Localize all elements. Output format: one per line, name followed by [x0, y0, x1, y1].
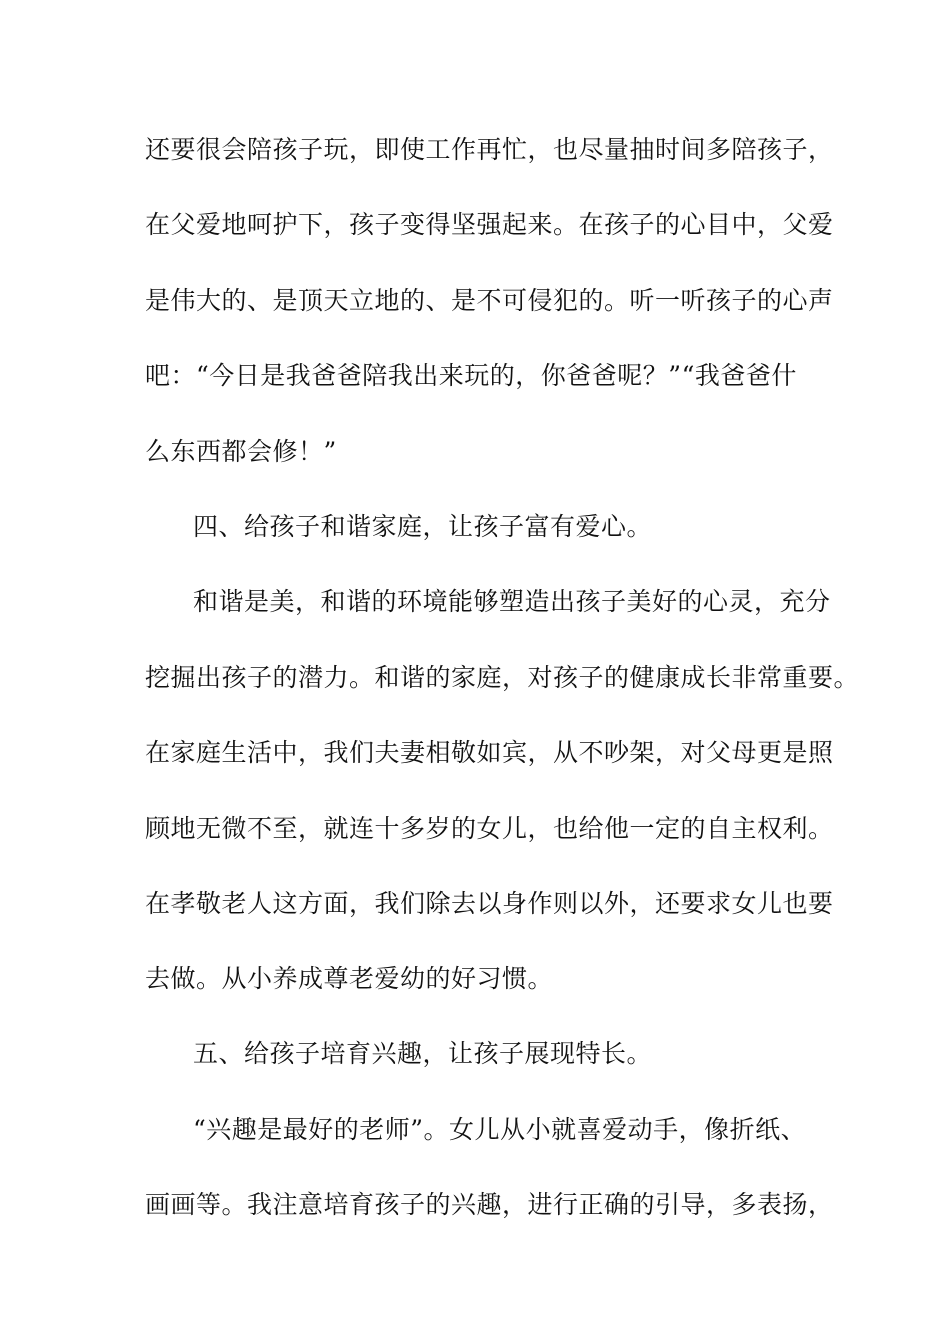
text-line: 顾地无微不至，就连十多岁的女儿，也给他一定的自主权利。	[145, 814, 834, 843]
text-line: 挖掘出孩子的潜力。和谐的家庭，对孩子的健康成长非常重要。	[145, 663, 860, 692]
text-line: 去做。从小养成尊老爱幼的好习惯。	[145, 964, 554, 993]
text-line: 么东西都会修！”	[145, 437, 337, 466]
text-line: 在孝敬老人这方面，我们除去以身作则以外，还要求女儿也要	[145, 889, 834, 918]
text-line: 吧：“今日是我爸爸陪我出来玩的，你爸爸呢？”“我爸爸什	[145, 361, 797, 390]
text-line: 是伟大的、是顶天立地的、是不可侵犯的。听一听孩子的心声	[145, 286, 834, 315]
text-line: 在父爱地呵护下，孩子变得坚强起来。在孩子的心目中，父爱	[145, 210, 834, 239]
text-line: “兴趣是最好的老师”。女儿从小就喜爱动手，像折纸、	[193, 1115, 807, 1144]
text-line: 和谐是美，和谐的环境能够塑造出孩子美好的心灵，充分	[193, 587, 831, 616]
section-heading: 四、给孩子和谐家庭，让孩子富有爱心。	[193, 512, 653, 541]
section-heading: 五、给孩子培育兴趣，让孩子展现特长。	[193, 1039, 653, 1068]
text-line: 还要很会陪孩子玩，即使工作再忙，也尽量抽时间多陪孩子，	[145, 135, 834, 164]
text-line: 画画等。我注意培育孩子的兴趣，进行正确的引导，多表扬，	[145, 1190, 834, 1219]
text-line: 在家庭生活中，我们夫妻相敬如宾，从不吵架，对父母更是照	[145, 738, 834, 767]
